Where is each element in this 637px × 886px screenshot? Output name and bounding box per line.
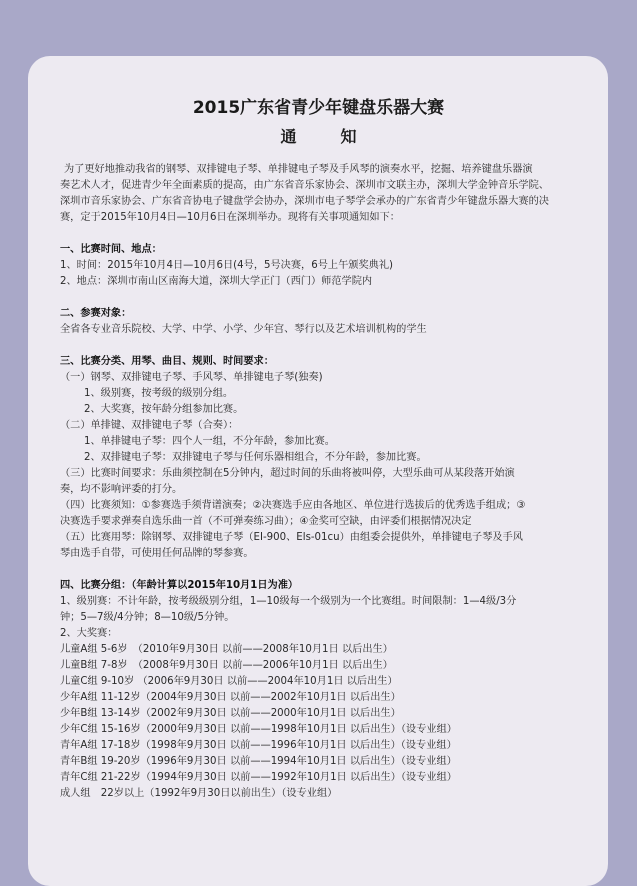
body-line: （一）钢琴、双排键电子琴、手风琴、单排键电子琴(独奏) [60, 372, 323, 383]
body-line: 儿童C组 9-10岁 （2006年9月30日 以前——2004年10月1日 以后出生） [60, 676, 398, 687]
body-line: 少年C组 15-16岁（2000年9月30日 以前——1998年10月1日 以后出生）（设专业组） [60, 724, 457, 735]
body-line: 深圳市音乐家协会、广东省音协电子键盘学会协办，深圳市电子琴学会承办的广东省青少年键盘乐器大赛的决 [60, 196, 549, 207]
body-line: 1、时间：2015年10月4日—10月6日(4号，5号决赛，6号上午颁奖典礼) [60, 260, 394, 271]
body-line: 琴由选手自带，可使用任何品牌的琴参赛。 [60, 548, 254, 559]
document-subtitle: 通 知 [280, 127, 371, 146]
body-line: 青年B组 19-20岁（1996年9月30日 以前——1994年10月1日 以后出生）（设专业组） [60, 756, 457, 767]
body-line: （三）比赛时间要求：乐曲须控制在5分钟内，超过时间的乐曲将被叫停，大型乐曲可从某段落开始演 [60, 468, 515, 479]
body-line: （五）比赛用琴：除钢琴、双排键电子琴（EI-900、Els-01cu）由组委会提供外，单排键电子琴及手风 [60, 532, 523, 543]
body-line: 少年A组 11-12岁（2004年9月30日 以前——2002年10月1日 以后出生） [60, 692, 401, 703]
section-heading: 四、比赛分组：（年龄计算以2015年10月1日为准） [60, 580, 299, 591]
body-line: 1、级别赛，按考级的级别分组。 [84, 388, 234, 399]
body-line: 钟；5—7级/4分钟；8—10级/5分钟。 [60, 612, 235, 623]
document-title: 2015广东省青少年键盘乐器大赛 [192, 98, 445, 118]
body-line: 青年A组 17-18岁（1998年9月30日 以前——1996年10月1日 以后出生）（设专业组） [60, 740, 457, 751]
body-line: 1、级别赛：不计年龄，按考级级别分组，1—10级每一个级别为一个比赛组。时间限制：1—4级/3分 [60, 596, 517, 607]
section-heading: 一、比赛时间、地点： [60, 244, 162, 255]
body-line: 儿童A组 5-6岁 （2010年9月30日 以前——2008年10月1日 以后出生） [60, 644, 393, 655]
body-line: （四）比赛须知：①参赛选手须背谱演奏；②决赛选手应由各地区、单位进行选拔后的优秀选手组成；③ [60, 500, 526, 511]
body-line: 儿童B组 7-8岁 （2008年9月30日 以前——2006年10月1日 以后出生） [60, 660, 393, 671]
body-line: 全省各专业音乐院校、大学、中学、小学、少年宫、琴行以及艺术培训机构的学生 [60, 324, 427, 335]
section-heading: 三、比赛分类、用琴、曲目、规则、时间要求： [60, 356, 274, 367]
body-line: 奏，均不影响评委的打分。 [60, 484, 183, 495]
body-line: 决赛选手要求弹奏自选乐曲一首（不可弹奏练习曲）；④金奖可空缺，由评委们根据情况决定 [60, 516, 472, 527]
body-line: 成人组 22岁以上（1992年9月30日以前出生）（设专业组） [60, 788, 338, 799]
body-line: 少年B组 13-14岁（2002年9月30日 以前——2000年10月1日 以后出生） [60, 708, 401, 719]
body-line: 奏艺术人才，促进青少年全面素质的提高，由广东省音乐家协会、深圳市文联主办，深圳大学金钟音乐学院、 [60, 180, 549, 191]
body-line: 2、双排键电子琴：双排键电子琴与任何乐器相组合，不分年龄，参加比赛。 [84, 452, 427, 463]
body-line: 赛，定于2015年10月4日—10月6日在深圳举办。现将有关事项通知如下： [60, 212, 400, 223]
body-line: 青年C组 21-22岁（1994年9月30日 以前——1992年10月1日 以后出生）（设专业组） [60, 772, 457, 783]
section-heading: 二、参赛对象： [60, 308, 132, 319]
body-line: 2、大奖赛： [60, 628, 118, 639]
body-line: 1、单排键电子琴：四个人一组，不分年龄，参加比赛。 [84, 436, 335, 447]
body-line: 2、大奖赛，按年龄分组参加比赛。 [84, 404, 244, 415]
body-line: 为了更好地推动我省的钢琴、双排键电子琴、单排键电子琴及手风琴的演奏水平，挖掘、培养键盘乐器演 [64, 164, 533, 175]
body-line: （二）单排键、双排键电子琴（合奏）： [60, 420, 239, 431]
body-line: 2、地点：深圳市南山区南海大道，深圳大学正门（西门）师范学院内 [60, 276, 373, 287]
